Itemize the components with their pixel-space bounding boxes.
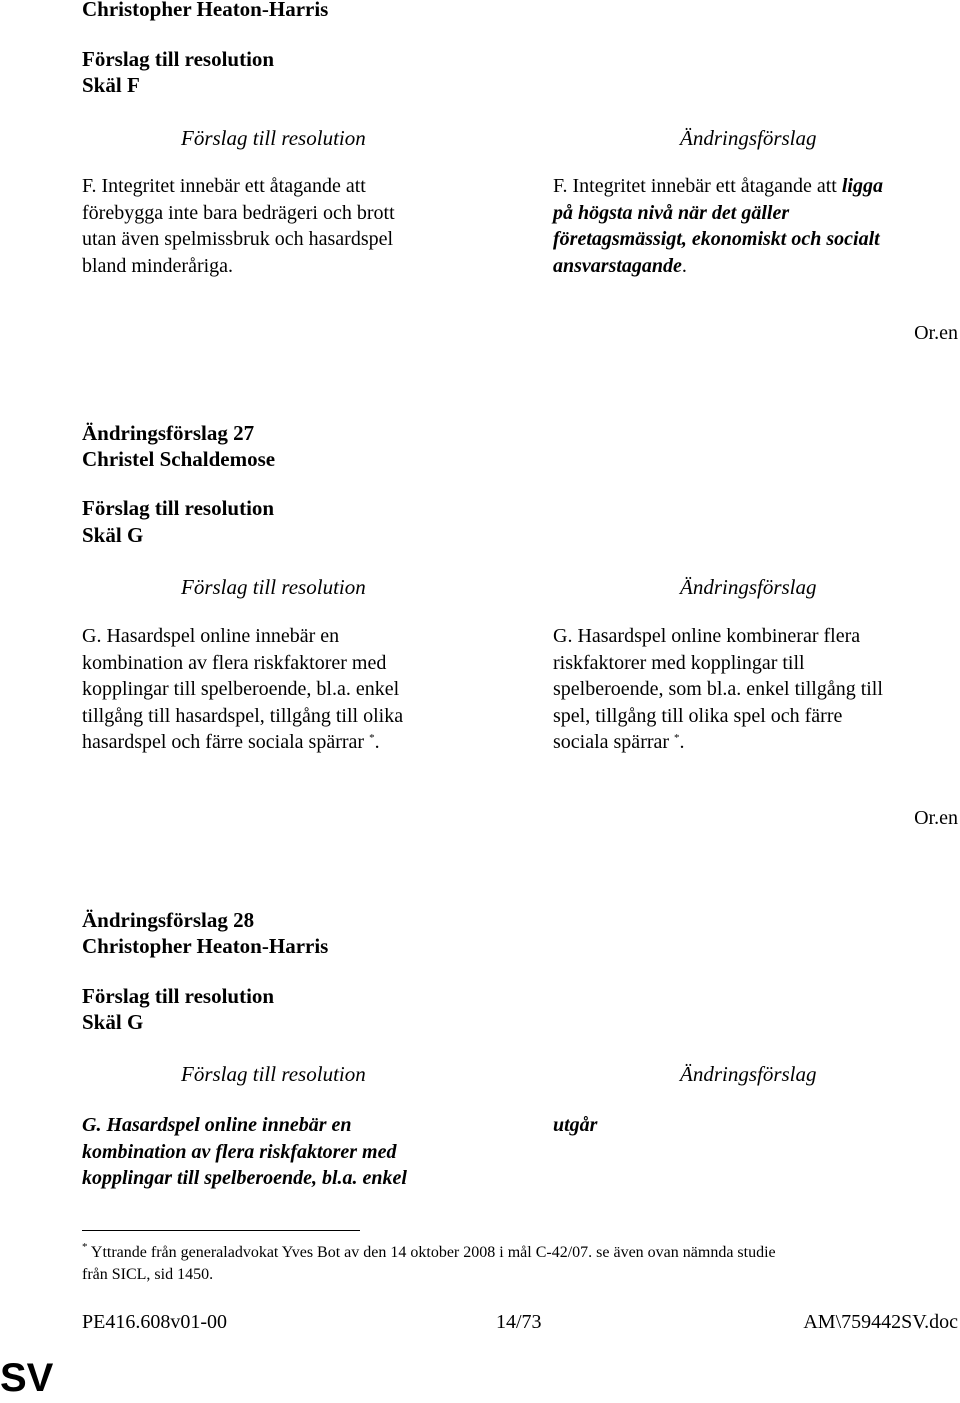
amended-text — [553, 1112, 597, 1139]
document-label: Förslag till resolution — [82, 984, 275, 1008]
language-code: SV — [0, 1356, 54, 1400]
text-line: ansvarstagande. — [553, 254, 687, 277]
text-line: F. Integritet innebär ett åtagande att ligga — [553, 175, 883, 197]
footnote-text: från SICL, sid 1450. — [82, 1266, 214, 1283]
text-line: kopplingar till spelberoende, bl.a. enkel — [82, 1167, 407, 1189]
text-line: F. Integritet innebär ett åtagande att — [82, 175, 366, 197]
footnote-reference[interactable]: * — [674, 732, 680, 744]
footnote-text: * Yttrande från generaladvokat Yves Bot av den 14 oktober 2008 i mål C-42/07. se även ovan nämnda studie — [82, 1241, 776, 1261]
file-name: AM\759442SV.doc — [803, 1311, 958, 1333]
author-name: Christopher Heaton-Harris — [82, 934, 329, 958]
amended-text — [553, 623, 883, 756]
text-line: förebygga inte bara bedrägeri och brott — [82, 201, 395, 224]
document-label: Förslag till resolution — [82, 496, 275, 520]
document-label: Förslag till resolution — [82, 47, 275, 71]
original-text — [82, 1112, 407, 1192]
amendment-title: Ändringsförslag 27 — [82, 421, 255, 445]
original-text — [82, 623, 403, 756]
amended-text — [553, 173, 883, 279]
footnote-separator — [82, 1230, 360, 1231]
footnote-reference[interactable]: * — [369, 732, 375, 744]
column-header-right: Ändringsförslag — [680, 575, 817, 599]
text-line: företagsmässigt, ekonomiskt och socialt — [553, 228, 880, 250]
footnote-mark: * — [82, 1241, 88, 1253]
column-header-right: Ändringsförslag — [680, 1062, 817, 1086]
text-line: G. Hasardspel online kombinerar flera — [553, 625, 861, 647]
text-line: utgår — [553, 1114, 598, 1136]
section-label: Skäl G — [82, 1010, 144, 1034]
text-line: spelberoende, som bl.a. enkel tillgång till — [553, 678, 883, 700]
text-line: kombination av flera riskfaktorer med — [82, 1140, 397, 1163]
document-reference: PE416.608v01-00 — [82, 1311, 227, 1333]
text-line: kombination av flera riskfaktorer med — [82, 651, 387, 674]
column-header-left: Förslag till resolution — [181, 575, 366, 599]
text-line: G. Hasardspel online innebär en — [82, 625, 340, 647]
author-name: Christel Schaldemose — [82, 447, 276, 471]
text-line: tillgång till hasardspel, tillgång till olika — [82, 704, 404, 727]
page-number: 14/73 — [496, 1311, 542, 1333]
section-label: Skäl F — [82, 73, 140, 97]
text-line: kopplingar till spelberoende, bl.a. enkel — [82, 678, 400, 700]
text-line: hasardspel och färre sociala spärrar *. — [82, 731, 380, 753]
text-line: på högsta nivå när det gäller — [553, 201, 790, 224]
amendment-title: Ändringsförslag 28 — [82, 908, 255, 932]
text-line: riskfaktorer med kopplingar till — [553, 651, 805, 674]
column-header-left: Förslag till resolution — [181, 1062, 366, 1086]
original-language: Or.en — [914, 322, 958, 344]
original-language: Or.en — [914, 807, 958, 829]
text-line: spel, tillgång till olika spel och färre — [553, 704, 843, 727]
author-name: Christopher Heaton-Harris — [82, 0, 329, 21]
text-line: bland minderåriga. — [82, 254, 234, 277]
text-line: G. Hasardspel online innebär en — [82, 1114, 352, 1136]
column-header-left: Förslag till resolution — [181, 126, 366, 150]
original-text — [82, 173, 395, 279]
text-line: sociala spärrar *. — [553, 731, 685, 753]
column-header-right: Ändringsförslag — [680, 126, 817, 150]
text-line: utan även spelmissbruk och hasardspel — [82, 228, 394, 250]
section-label: Skäl G — [82, 523, 144, 547]
